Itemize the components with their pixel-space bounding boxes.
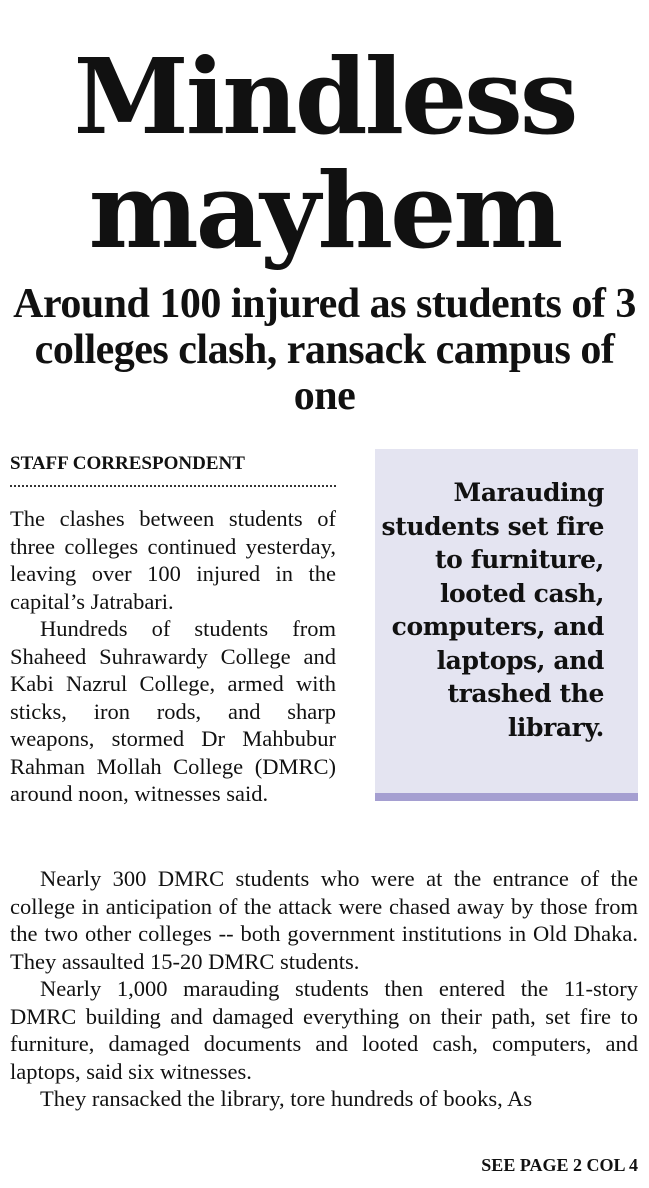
article-body-column [10,505,336,808]
headline: Mindless mayhem [73,35,576,272]
pull-quote-text: Marauding students set fire to furniture, looted cash, computers, and laptops, and trashed the library. [381,478,604,742]
article-body-full-width [10,865,638,1113]
article-paragraph: Hundreds of students from Shaheed Suhrawardy College and Kabi Nazrul College, armed with sticks, iron rods, and sharp weapons, stormed Dr Mahbubur Rahman Mollah College (DMRC) around noon, witnesses said. [10,616,336,806]
continuation-jump-line: SEE PAGE 2 COL 4 [481,1155,638,1175]
article-paragraph: They ransacked the library, tore hundreds of books, As [40,1086,533,1111]
byline: STAFF CORRESPONDENT [10,453,336,487]
subheadline: Around 100 injured as students of 3 colleges clash, ransack campus of one [13,281,636,419]
article-paragraph: Nearly 1,000 marauding students then entered the 11-story DMRC building and damaged everything on their path, set fire to furniture, damaged documents and looted cash, computers, and laptops, said six witnesses. [10,976,638,1084]
article-paragraph: The clashes between students of three colleges continued yesterday, leaving over 100 injured in the capital’s Jatrabari. [10,506,336,614]
pull-quote-box [375,449,638,801]
article-paragraph: Nearly 300 DMRC students who were at the entrance of the college in anticipation of the attack were chased away by those from the two other colleges -- both government institutions in Old Dhaka. They assaulted 15-20 DMRC students. [10,866,638,974]
